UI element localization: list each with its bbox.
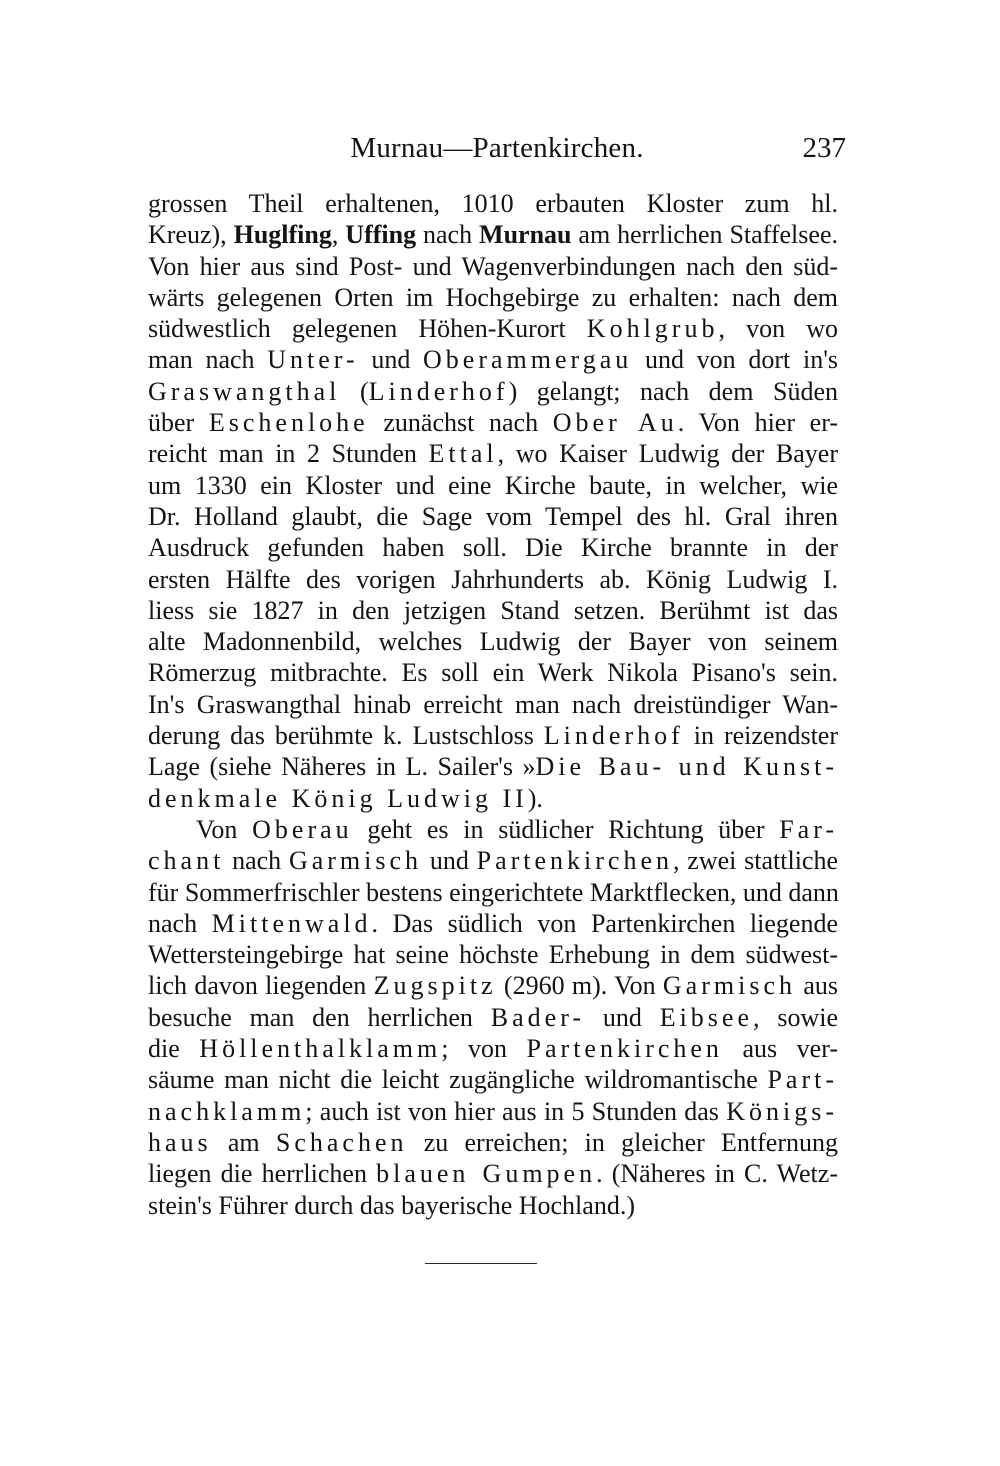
text-segment: geht es in südlicher Richtung über [352,814,780,844]
text-segment: säume man nicht die leicht zugängliche wildromantische [148,1065,768,1095]
text-line [148,188,838,219]
text-line [148,939,838,970]
text-segment: Far- [779,814,838,844]
text-line [148,970,838,1001]
text-segment: Dr. Holland glaubt, die Sage vom Tempel des hl. Gral ihren [148,501,838,531]
text-segment: und [358,345,424,375]
text-segment: ; auch ist von hier aus in 5 Stunden das [305,1096,727,1126]
text-segment: ( [340,376,369,406]
running-head [148,132,846,176]
text-line [148,251,838,282]
text-segment: Murnau [479,220,572,250]
text-segment: Eibsee [659,1002,753,1032]
text-line [148,626,838,657]
text-segment: Partenkirchen [476,846,673,876]
text-segment: am herrlichen Staffelsee. [571,220,838,250]
text-segment: Graswangthal [148,376,341,406]
text-segment: Part- [767,1065,838,1095]
text-line [148,564,838,595]
text-segment: Bader- [490,1002,585,1032]
text-segment: blauen Gumpen [376,1159,597,1189]
text-line [148,313,838,344]
text-segment: Höllenthalklamm [199,1034,442,1064]
text-segment: . (Näheres in C. Wetz- [596,1159,838,1189]
text-segment: nach [416,220,480,250]
text-segment: zunächst nach [368,408,553,438]
text-line [148,595,838,626]
text-line [148,1158,838,1189]
text-segment: Garmisch [288,846,423,876]
text-line [148,1190,838,1221]
text-segment: aus [796,971,838,1001]
text-line [148,219,838,250]
body-text [148,188,838,1221]
text-line [148,814,838,845]
text-segment: reicht man in 2 Stunden [148,439,429,469]
text-line [148,532,838,563]
text-segment: , [331,220,346,250]
text-segment: alte Madonnenbild, welches Ludwig der Bayer von seinem [148,627,838,657]
text-segment: über [148,408,209,438]
text-segment: Linderhof [543,721,684,751]
text-segment: Linderhof [368,376,509,406]
text-segment: Kohlgrub [586,314,719,344]
text-line [148,344,838,375]
text-segment: liegen die herrlichen [148,1159,377,1189]
text-line [148,282,838,313]
text-line [148,751,838,782]
text-segment: Die Bau- und Kunst- [535,752,838,782]
text-segment: und von dort in's [632,345,839,375]
text-segment: für Sommerfrischler bestens eingerichtete Marktflecken, und dann [148,877,839,907]
text-segment: grossen Theil erhaltenen, 1010 erbauten Kloster zum hl. [148,189,838,218]
text-segment: In's Graswangthal hinab erreicht man nach dreistündiger Wan- [148,689,838,719]
text-line [148,845,838,876]
text-segment: Eschenlohe [208,408,369,438]
text-segment: Ettal [428,439,498,469]
text-segment: Königs- [726,1096,838,1126]
text-segment: Oberau [252,814,353,844]
text-segment: wärts gelegenen Orten im Hochgebirge zu erhalten: nach dem [148,282,838,312]
text-segment: , sowie [753,1002,838,1032]
text-segment: die [148,1034,200,1064]
text-segment: Huglfing [233,220,332,250]
text-segment: ; von [441,1034,527,1064]
text-line [148,720,838,751]
text-segment: Schachen [275,1127,408,1157]
text-segment: Von hier aus sind Post- und Wagenverbindungen nach den süd- [148,251,838,281]
end-rule [425,1263,537,1264]
text-segment: Unter- [267,345,359,375]
text-segment: derung das berühmte k. Lustschloss [148,721,544,751]
text-segment: und [422,846,477,876]
text-segment: denkmale König Ludwig II [148,783,528,813]
text-segment: Lage (siehe Näheres in L. Sailer's » [148,752,536,782]
text-segment: nach [224,846,289,876]
text-segment: aus ver- [722,1034,838,1064]
text-line [148,783,838,814]
page-number: 237 [802,132,846,164]
text-line [148,1033,838,1064]
text-segment: lich davon liegenden [148,971,374,1001]
text-line [148,657,838,688]
text-segment: . Das südlich von Partenkirchen liegende [371,908,838,938]
text-segment: ersten Hälfte des vorigen Jahrhunderts ab. König Ludwig I. [148,564,838,594]
text-segment: chant [148,846,225,876]
text-segment: besuche man den herrlichen [148,1002,491,1032]
text-segment: Römerzug mitbrachte. Es soll ein Werk Nikola Pisano's sein. [148,658,838,688]
text-segment: haus [148,1127,212,1157]
text-line [148,501,838,532]
text-line [148,1002,838,1033]
text-line [148,438,838,469]
text-segment: um 1330 ein Kloster und eine Kirche baute, in welcher, wie [148,470,838,500]
text-segment: nachklamm [148,1096,306,1126]
text-segment: zu erreichen; in gleicher Entfernung [407,1127,839,1157]
text-line [148,1127,838,1158]
text-line [148,407,838,438]
text-line [148,1096,838,1127]
text-segment: stein's Führer durch das bayerische Hochland.) [148,1190,635,1220]
text-segment: Kreuz), [148,220,234,250]
running-title: Murnau—Partenkirchen. [350,132,644,164]
text-segment: Ausdruck gefunden haben soll. Die Kirche brannte in der [148,533,838,563]
text-line [148,689,838,720]
text-segment: Von [196,814,253,844]
text-segment: Partenkirchen [526,1034,723,1064]
text-segment: und [585,1002,660,1032]
text-segment: nach [148,908,212,938]
text-segment: . Von hier er- [677,408,839,438]
text-segment: Uffing [345,220,417,250]
text-line [148,908,838,939]
text-segment: liess sie 1827 in den jetzigen Stand setzen. Berühmt ist das [148,595,838,625]
text-line [148,1064,838,1095]
text-line [148,470,838,501]
text-segment: (2960 m). Von [496,971,663,1001]
text-segment: südwestlich gelegenen Höhen-Kurort [148,314,587,344]
text-segment: am [211,1127,276,1157]
text-segment: Wettersteingebirge hat seine höchste Erhebung in dem südwest- [148,940,838,970]
text-segment: in reizendster [683,721,838,751]
text-segment: man nach [148,345,268,375]
text-segment: ) gelangt; nach dem Süden [508,376,838,406]
text-segment: Zugspitz [373,971,497,1001]
text-line [148,376,838,407]
text-segment: Ober Au [552,408,678,438]
text-segment: ). [527,783,543,813]
text-segment: Oberammergau [423,345,633,375]
text-segment: Mittenwald [211,908,372,938]
text-line [148,877,838,908]
text-segment: , wo Kaiser Ludwig der Bayer [497,439,838,469]
text-segment: Garmisch [662,971,796,1001]
text-segment: , zwei stattliche [673,846,838,876]
text-segment: , von wo [718,314,838,344]
